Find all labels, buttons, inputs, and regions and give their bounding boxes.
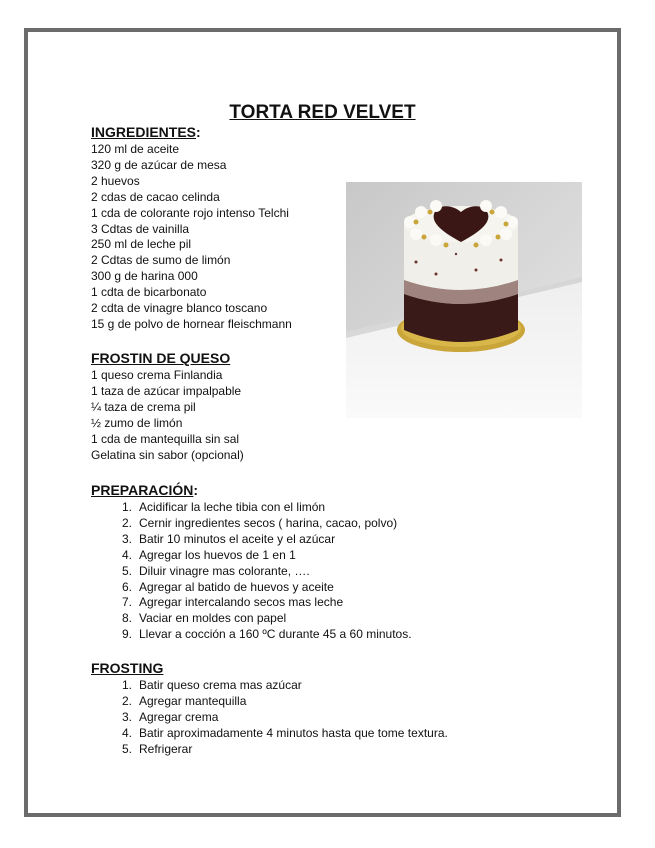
- step-number: 9.: [121, 627, 132, 642]
- step-item: [108, 611, 412, 627]
- step-text: Acidificar la leche tibia con el limón: [139, 500, 326, 514]
- step-text: Agregar al batido de huevos y aceite: [139, 579, 334, 594]
- step-text: Batir 10 minutos el aceite y el azúcar: [139, 531, 336, 546]
- step-item: [108, 500, 412, 516]
- ingredient-item: 2 Cdtas de sumo de limón: [91, 253, 231, 268]
- ingredient-item: 120 ml de aceite: [91, 142, 180, 156]
- frostin-item: 1 cda de mantequilla sin sal: [91, 431, 240, 446]
- ingredient-item: 1 cda de colorante rojo intenso Telchi: [91, 205, 289, 220]
- preparacion-heading: [91, 482, 198, 498]
- preparacion-heading-colon: :: [193, 482, 199, 498]
- step-number: 5.: [121, 741, 132, 756]
- step-item: [108, 532, 412, 548]
- frosting-heading-text: FROSTING: [91, 660, 164, 676]
- step-item: [108, 516, 412, 532]
- step-number: 1.: [121, 678, 132, 692]
- step-text: Agregar mantequilla: [139, 693, 247, 708]
- step-number: 3.: [121, 709, 132, 724]
- step-text: Agregar intercalando secos mas leche: [139, 595, 344, 610]
- frostin-item: 1 taza de azúcar impalpable: [91, 383, 242, 398]
- step-text: Refrigerar: [139, 741, 193, 756]
- frostin-item: ¼ taza de crema pil: [91, 399, 196, 414]
- ingredient-item: 2 cdas de cacao celinda: [91, 189, 220, 204]
- preparacion-heading-text: PREPARACIÓN: [91, 482, 194, 498]
- step-text: Batir queso crema mas azúcar: [139, 678, 302, 692]
- ingredient-item: 2 huevos: [91, 173, 140, 188]
- step-item: [108, 694, 448, 710]
- step-text: Cernir ingredientes secos ( harina, cacao, polvo): [139, 515, 398, 530]
- recipe-title: TORTA RED VELVET: [229, 102, 416, 123]
- step-item: [108, 595, 412, 611]
- step-number: 5.: [121, 563, 132, 578]
- step-item: [108, 580, 412, 596]
- frosting-steps: [108, 678, 448, 758]
- step-text: Agregar crema: [139, 709, 219, 724]
- ingredient-item: 300 g de harina 000: [91, 269, 198, 284]
- step-number: 2.: [121, 693, 132, 708]
- ingredients-heading: [91, 124, 201, 140]
- red-velvet-cake-illustration: [346, 182, 582, 418]
- step-number: 7.: [121, 595, 132, 610]
- ingredient-item: 1 cdta de bicarbonato: [91, 285, 207, 300]
- step-number: 4.: [121, 725, 132, 740]
- step-number: 1.: [121, 500, 132, 514]
- step-item: [108, 564, 412, 580]
- frostin-item: ½ zumo de limón: [91, 415, 183, 430]
- step-item: [108, 678, 448, 694]
- preparacion-steps: [108, 500, 412, 643]
- ingredient-item: 250 ml de leche pil: [91, 237, 192, 252]
- ingredient-item: 2 cdta de vinagre blanco toscano: [91, 301, 268, 316]
- ingredients-list: [91, 142, 292, 333]
- step-number: 3.: [121, 531, 132, 546]
- ingredient-item: 320 g de azúcar de mesa: [91, 157, 227, 172]
- frosting-heading: [91, 660, 163, 676]
- step-text: Llevar a cocción a 160 ºC durante 45 a 60 minutos.: [139, 627, 412, 642]
- step-number: 6.: [121, 579, 132, 594]
- frostin-queso-list: [91, 368, 244, 463]
- step-item: [108, 627, 412, 643]
- step-number: 4.: [121, 547, 132, 562]
- step-text: Batir aproximadamente 4 minutos hasta que tome textura.: [139, 725, 448, 740]
- step-item: [108, 726, 448, 742]
- ingredient-item: 3 Cdtas de vainilla: [91, 221, 190, 236]
- frostin-item: 1 queso crema Finlandia: [91, 368, 223, 382]
- recipe-page: [24, 28, 621, 817]
- ingredients-heading-text: INGREDIENTES: [91, 124, 197, 140]
- step-text: Agregar los huevos de 1 en 1: [139, 547, 296, 562]
- frostin-queso-heading: [91, 350, 230, 366]
- step-text: Vaciar en moldes con papel: [139, 611, 287, 626]
- step-number: 8.: [121, 611, 132, 626]
- frostin-queso-heading-text: FROSTIN DE QUESO: [91, 350, 231, 366]
- ingredients-heading-colon: :: [196, 124, 201, 140]
- step-text: Diluir vinagre mas colorante, ….: [139, 563, 310, 578]
- step-number: 2.: [121, 515, 132, 530]
- frostin-item: Gelatina sin sabor (opcional): [91, 447, 244, 462]
- step-item: [108, 710, 448, 726]
- cake-photo: [346, 182, 582, 418]
- ingredient-item: 15 g de polvo de hornear fleischmann: [91, 316, 292, 331]
- step-item: [108, 548, 412, 564]
- step-item: [108, 742, 448, 758]
